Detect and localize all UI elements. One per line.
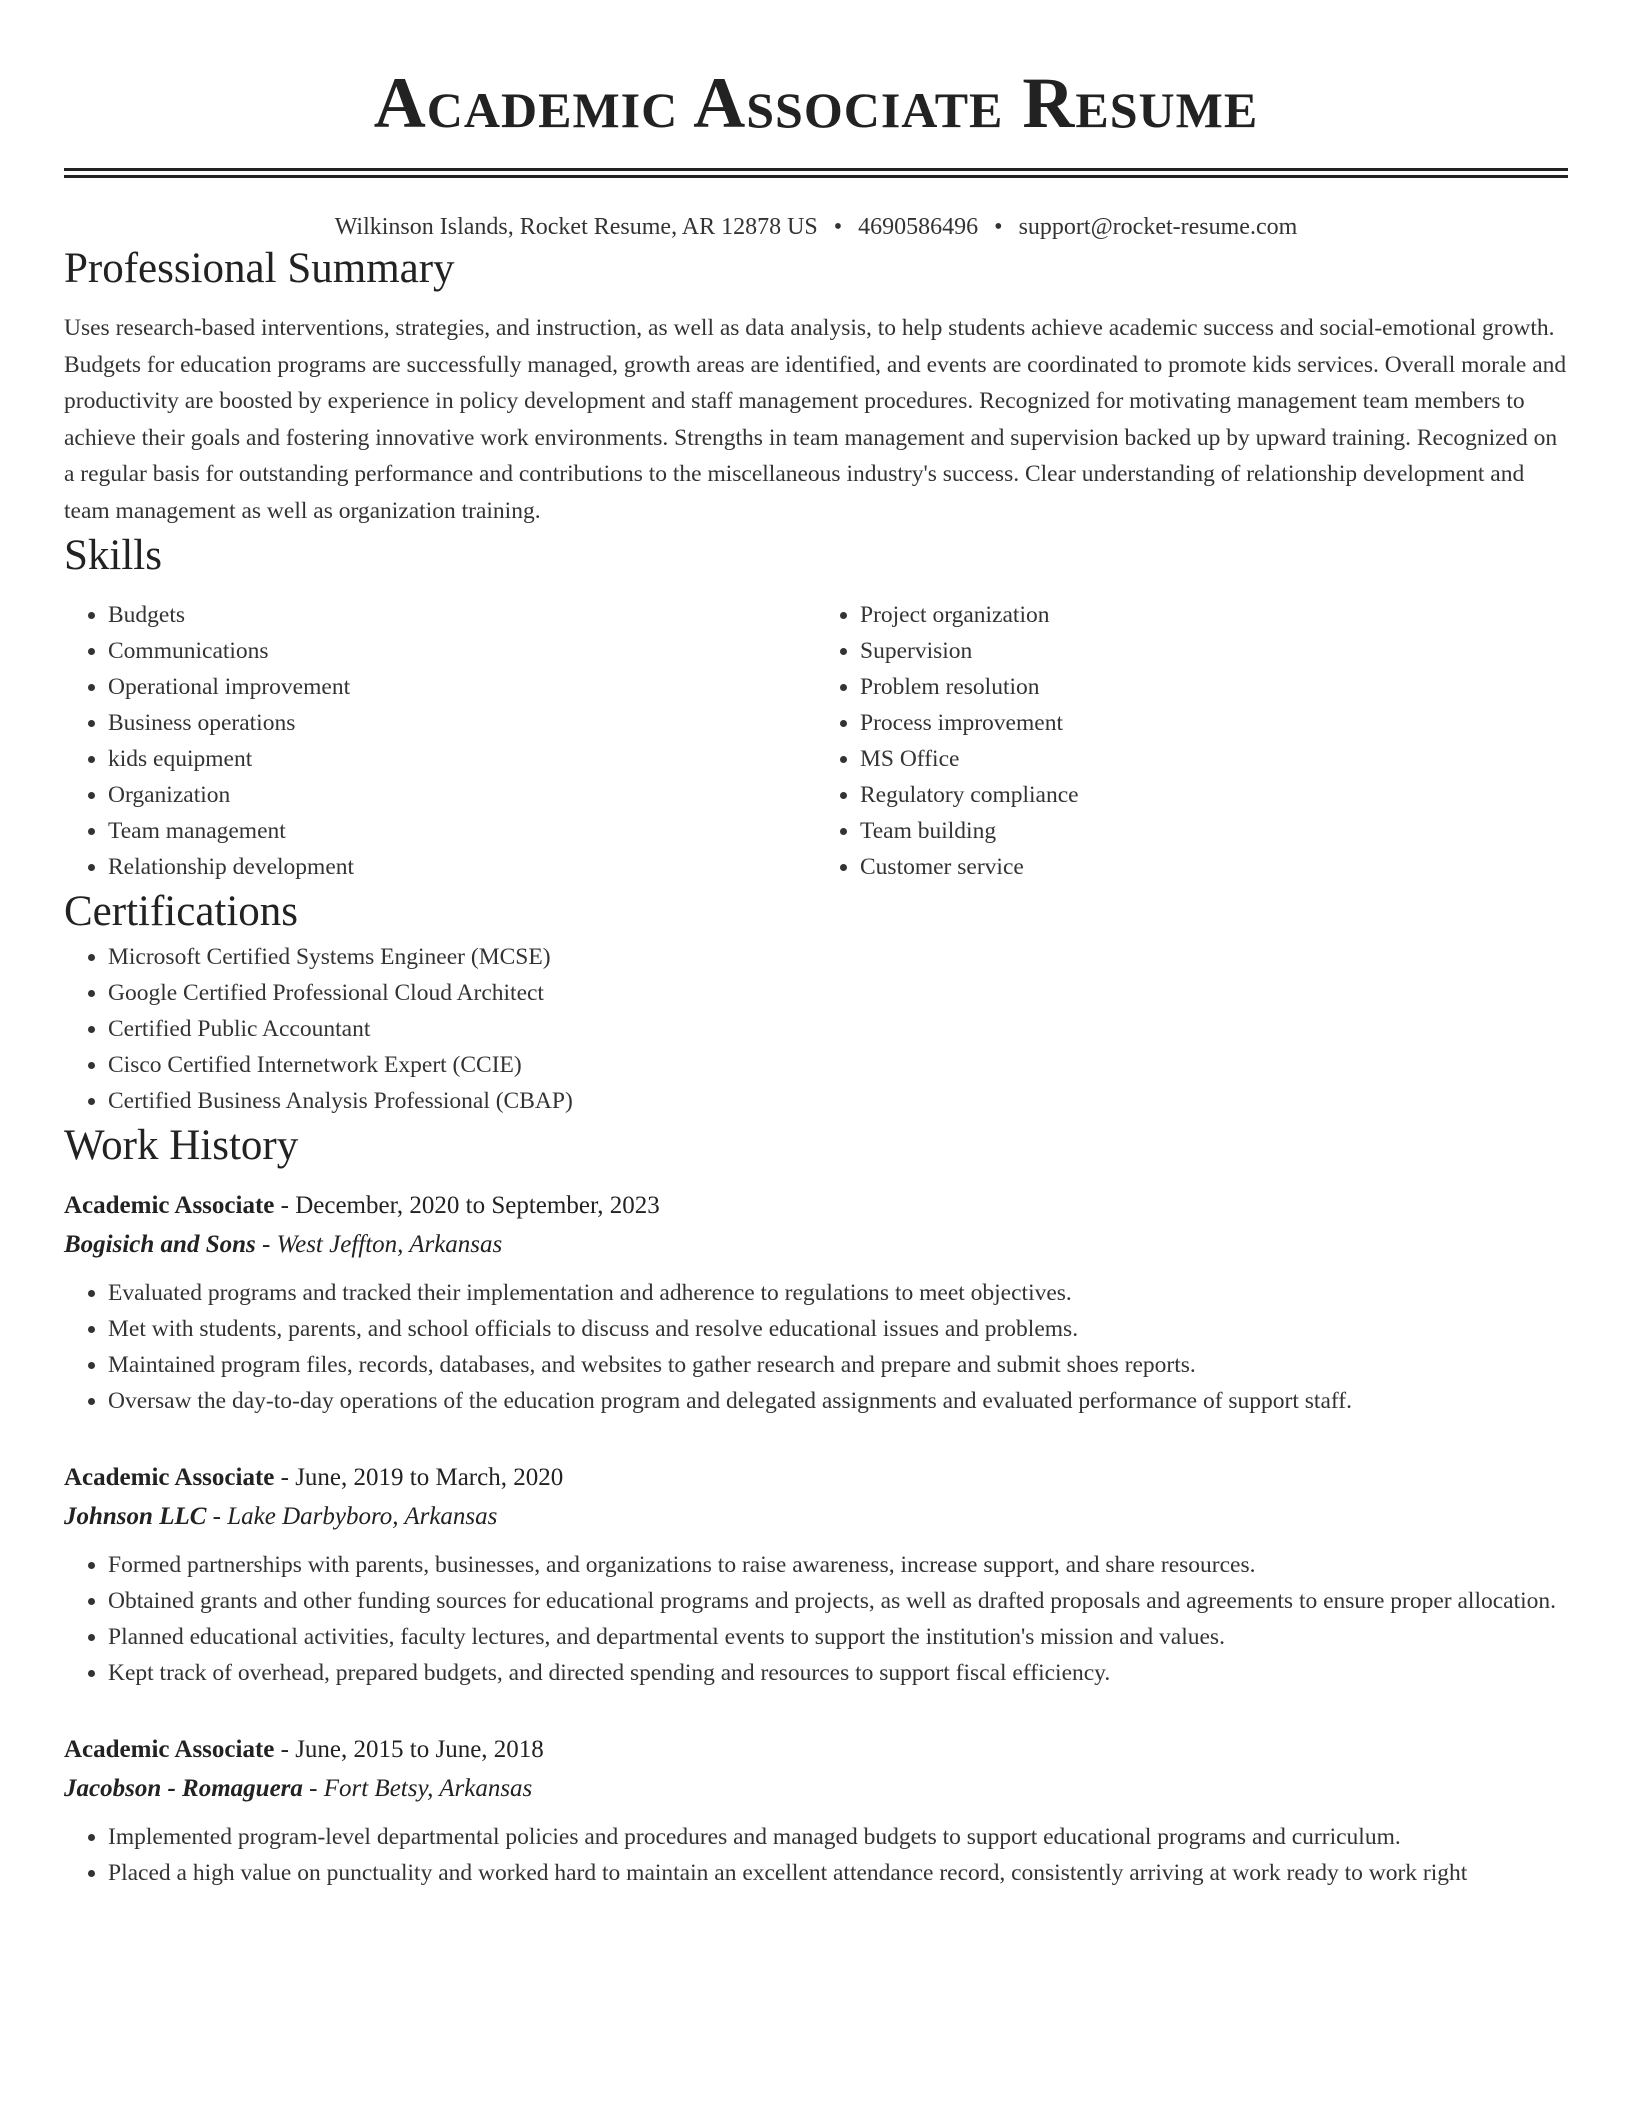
- list-item: • Supervision: [860, 633, 1568, 669]
- job-dates: - June, 2015 to June, 2018: [274, 1736, 544, 1763]
- list-item: • Team management: [108, 813, 816, 849]
- list-item: • Met with students, parents, and school officials to discuss and resolve educational issues and problems.: [108, 1311, 1568, 1347]
- title-double-rule: [64, 168, 1568, 178]
- list-item: • Evaluated programs and tracked their implementation and adherence to regulations to meet objectives.: [108, 1275, 1568, 1311]
- list-item: • Microsoft Certified Systems Engineer (MCSE): [108, 939, 1568, 975]
- job-location: - Fort Betsy, Arkansas: [302, 1775, 533, 1802]
- skills-list-left: [64, 597, 816, 885]
- job-role: Academic Associate: [64, 1464, 275, 1491]
- summary-heading: Professional Summary: [64, 245, 455, 292]
- list-item: • Placed a high value on punctuality and worked hard to maintain an excellent attendance record, consistently arriving at work ready to work right: [108, 1855, 1568, 1891]
- list-item: • Kept track of overhead, prepared budgets, and directed spending and resources to support fiscal efficiency.: [108, 1655, 1568, 1691]
- skills-heading: Skills: [64, 532, 162, 579]
- list-item: • MS Office: [860, 741, 1568, 777]
- contact-separator: •: [994, 214, 1003, 240]
- summary-text: Uses research-based interventions, strategies, and instruction, as well as data analysis, to help students achieve academic success and social-emotional growth. Budgets for education programs are successfully managed, growth areas are identified, and events are coordinated to promote kids services. Overall morale and productivity are boosted by experience in policy development and staff management procedures. Recognized for motivating management team members to achieve their goals and fostering innovative work environments. Strengths in team management and supervision backed up by upward training. Recognized on a regular basis for outstanding performance and contributions to the miscellaneous industry's success. Clear understanding of relationship development and team management as well as organization training.: [64, 315, 1567, 524]
- job-title-line: [64, 1459, 1568, 1497]
- job-dates: - December, 2020 to September, 2023: [274, 1192, 660, 1219]
- job-bullets: [64, 1275, 1568, 1419]
- list-item: • Organization: [108, 777, 816, 813]
- certifications-list: [64, 939, 1568, 1119]
- work-history-heading: Work History: [64, 1122, 299, 1169]
- list-item: • Planned educational activities, faculty lectures, and departmental events to support the institution's mission and values.: [108, 1619, 1568, 1655]
- list-item: • Problem resolution: [860, 669, 1568, 705]
- list-item: • Operational improvement: [108, 669, 816, 705]
- job-company: Johnson LLC: [64, 1503, 207, 1530]
- job-entry: [64, 1731, 1568, 1891]
- contact-line: [64, 212, 1568, 242]
- resume-title: Academic Associate Resume: [373, 63, 1259, 143]
- job-bullets: [64, 1819, 1568, 1891]
- job-dates: - June, 2019 to March, 2020: [274, 1464, 564, 1491]
- job-location: - West Jeffton, Arkansas: [255, 1231, 503, 1258]
- list-item: • Team building: [860, 813, 1568, 849]
- certifications-heading: Certifications: [64, 888, 299, 935]
- job-bullets: [64, 1547, 1568, 1691]
- contact-separator: •: [833, 214, 843, 240]
- list-item: • Certified Business Analysis Professional (CBAP): [108, 1083, 1568, 1119]
- job-title-line: [64, 1731, 1568, 1769]
- contact-address: Wilkinson Islands, Rocket Resume, AR 12878 US: [334, 214, 818, 240]
- contact-phone: 4690586496: [858, 214, 979, 240]
- job-company-line: [64, 1225, 1568, 1265]
- list-item: • Business operations: [108, 705, 816, 741]
- list-item: • Customer service: [860, 849, 1568, 885]
- list-item: • Relationship development: [108, 849, 816, 885]
- list-item: • Process improvement: [860, 705, 1568, 741]
- job-company-line: [64, 1497, 1568, 1537]
- list-item: • Google Certified Professional Cloud Architect: [108, 975, 1568, 1011]
- skills-list-right: [816, 597, 1568, 885]
- job-company-line: [64, 1769, 1568, 1809]
- job-company: Bogisich and Sons: [64, 1231, 256, 1258]
- list-item: • Project organization: [860, 597, 1568, 633]
- list-item: • Oversaw the day-to-day operations of the education program and delegated assignments and evaluated performance of support staff.: [108, 1383, 1568, 1419]
- job-entry: [64, 1459, 1568, 1691]
- job-title-line: [64, 1187, 1568, 1225]
- job-entry: [64, 1187, 1568, 1419]
- list-item: • Obtained grants and other funding sources for educational programs and projects, as well as drafted proposals and agreements to ensure proper allocation.: [108, 1583, 1568, 1619]
- list-item: • Budgets: [108, 597, 816, 633]
- list-item: • Regulatory compliance: [860, 777, 1568, 813]
- skills-columns: [64, 597, 1568, 885]
- list-item: • Formed partnerships with parents, businesses, and organizations to raise awareness, increase support, and share resources.: [108, 1547, 1568, 1583]
- job-role: Academic Associate: [64, 1736, 275, 1763]
- job-location: - Lake Darbyboro, Arkansas: [206, 1503, 498, 1530]
- job-role: Academic Associate: [64, 1192, 275, 1219]
- list-item: • kids equipment: [108, 741, 816, 777]
- list-item: • Maintained program files, records, databases, and websites to gather research and prepare and submit shoes reports.: [108, 1347, 1568, 1383]
- list-item: • Implemented program-level departmental policies and procedures and managed budgets to support educational programs and curriculum.: [108, 1819, 1568, 1855]
- job-company: Jacobson - Romaguera: [64, 1775, 303, 1802]
- list-item: • Communications: [108, 633, 816, 669]
- contact-email: support@rocket-resume.com: [1018, 214, 1298, 240]
- list-item: • Cisco Certified Internetwork Expert (CCIE): [108, 1047, 1568, 1083]
- work-history-list: [64, 1187, 1568, 1891]
- list-item: • Certified Public Accountant: [108, 1011, 1568, 1047]
